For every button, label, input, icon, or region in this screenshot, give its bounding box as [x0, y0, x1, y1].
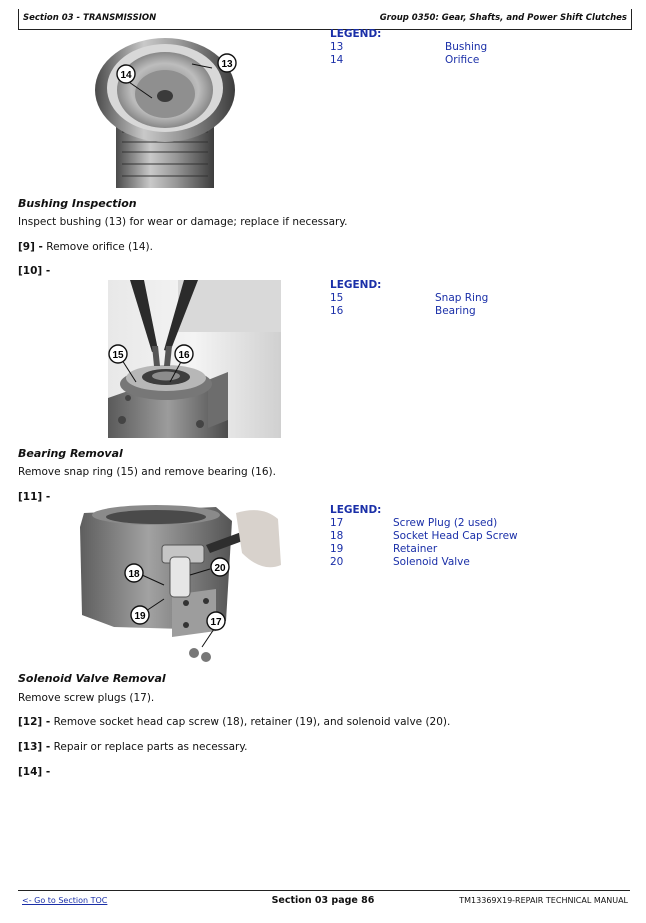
- legend-num: 15: [330, 292, 344, 304]
- heading-bearing-removal: Bearing Removal: [18, 447, 123, 460]
- group-title: Group 0350: Gear, Shafts, and Power Shift Clutches: [379, 13, 627, 23]
- callout-17: 17: [210, 617, 222, 628]
- step-13: [18, 741, 247, 753]
- step-text: Remove orifice (14).: [42, 241, 153, 253]
- footer-rule: [18, 890, 630, 891]
- legend-title: LEGEND:: [330, 504, 382, 516]
- legend-num: 19: [330, 543, 344, 555]
- step-9: [18, 241, 153, 253]
- step-11: [18, 491, 50, 503]
- step-number: [12] -: [18, 716, 51, 728]
- legend-3: [330, 504, 540, 569]
- figure-bushing-callouts: [92, 32, 252, 188]
- legend-2: [330, 279, 530, 318]
- legend-num: 14: [330, 54, 344, 66]
- step-number: [11] -: [18, 491, 51, 503]
- step-12: [18, 716, 450, 728]
- step-number: [13] -: [18, 741, 51, 753]
- heading-solenoid-valve-removal: Solenoid Valve Removal: [18, 672, 166, 685]
- callout-16: 16: [178, 350, 190, 361]
- callout-14: 14: [120, 70, 132, 81]
- legend-name: Retainer: [393, 543, 438, 555]
- text-solenoid-removal: Remove screw plugs (17).: [18, 692, 155, 704]
- legend-name: Solenoid Valve: [393, 556, 470, 568]
- callout-20: 20: [214, 563, 226, 574]
- text-bearing-removal: Remove snap ring (15) and remove bearing (16).: [18, 466, 276, 478]
- section-title: Section 03 - TRANSMISSION: [23, 13, 157, 23]
- page-number: Section 03 page 86: [271, 895, 375, 906]
- page-header: [18, 9, 632, 30]
- step-10: [18, 265, 50, 277]
- step-text: Remove socket head cap screw (18), retainer (19), and solenoid valve (20).: [50, 716, 451, 728]
- legend-num: 16: [330, 305, 344, 317]
- legend-name: Bearing: [435, 305, 476, 317]
- legend-name: Bushing: [445, 41, 488, 53]
- legend-num: 18: [330, 530, 344, 542]
- figure-solenoid-callouts: [120, 555, 240, 665]
- callout-19: 19: [134, 611, 146, 622]
- legend-title: LEGEND:: [330, 28, 382, 40]
- legend-name: Screw Plug (2 used): [393, 517, 498, 529]
- callout-13: 13: [221, 59, 233, 70]
- legend-name: Snap Ring: [435, 292, 489, 304]
- callout-15: 15: [112, 350, 124, 361]
- text-bushing-inspection: Inspect bushing (13) for wear or damage; replace if necessary.: [18, 216, 348, 228]
- step-text: Repair or replace parts as necessary.: [50, 741, 248, 753]
- legend-title: LEGEND:: [330, 279, 382, 291]
- legend-name: Orifice: [445, 54, 480, 66]
- step-number: [9] -: [18, 241, 43, 253]
- legend-num: 20: [330, 556, 344, 568]
- legend-name: Socket Head Cap Screw: [393, 530, 518, 542]
- step-number: [10] -: [18, 265, 51, 277]
- legend-1: [330, 28, 530, 67]
- callout-18: 18: [128, 569, 140, 580]
- figure-bearing-callouts: [100, 340, 210, 390]
- legend-num: 17: [330, 517, 344, 529]
- step-14: [18, 766, 50, 778]
- heading-bushing-inspection: Bushing Inspection: [18, 197, 137, 210]
- step-number: [14] -: [18, 766, 51, 778]
- manual-title: TM13369X19-REPAIR TECHNICAL MANUAL: [459, 896, 628, 905]
- toc-link[interactable]: <- Go to Section TOC: [22, 896, 108, 905]
- legend-num: 13: [330, 41, 344, 53]
